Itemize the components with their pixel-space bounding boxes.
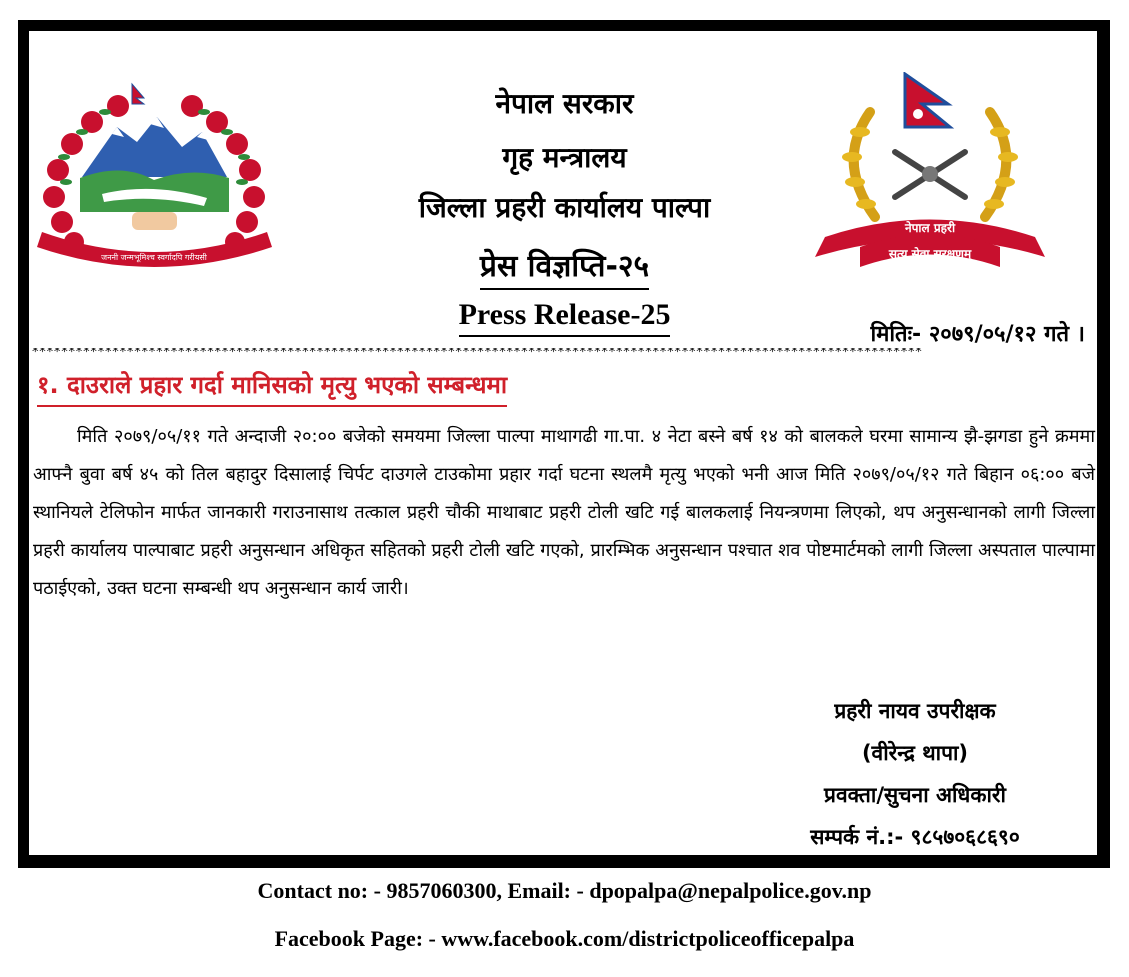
government-title: नेपाल सरकार [495,87,634,120]
press-release-np-text: प्रेस विज्ञप्ति-२५ [480,244,649,290]
emblem-motto: जननी जन्मभूमिश्च स्वर्गादपि गरीयसी [101,253,207,262]
signatory-role: प्रवक्ता/सुचना अधिकारी [824,783,1006,807]
office-title: जिल्ला प्रहरी कार्यालय पाल्पा [418,191,711,224]
signatory-title: प्रहरी नायव उपरीक्षक [834,699,996,723]
article-paragraph: मिति २०७९/०५/११ गते अन्दाजी २०:०० बजेको समयमा जिल्ला पाल्पा माथागढी गा.पा. ४ नेटा बस्ने बर्ष १४ को बालकले घरमा सामान्य झै-झगडा हुने क्रममा आफ्नै बुवा बर्ष ४५ को तिल बहादुर दिसालाई चिर्पट दाउगले टाउकोमा प्रहार गर्दा घटना स्थलमै मृत्यु भएको भनी आज मिति २०७९/०५/१२ गते बिहान ०६:०० बजे स्थानियले टेलिफोन मार्फत जानकारी गराउनासाथ तत्काल प्रहरी चौकी माथाबाट प्रहरी टोली खटि गई बालकलाई नियन्त्रणमा लिएको, थप अनुसन्धानको लागी जिल्ला प्रहरी कार्यालय पाल्पाबाट प्रहरी अनुसन्धान अधिकृत सहितको प्रहरी टोली खटि गएको, प्रारम्भिक अनुसन्धान पश्चात शव पोष्टमार्टमको लागी जिल्ला अस्पताल पाल्पामा पठाईएको, उक्त घटना सम्बन्धी थप अनुसन्धान कार्य जारी। [33,426,1095,599]
article-heading: १. दाउराले प्रहार गर्दा मानिसको मृत्यु भएको सम्बन्धमा [37,368,507,407]
footer-facebook: Facebook Page: - www.facebook.com/districtpoliceofficepalpa [274,926,855,951]
police-motto: सत्य सेवा सुरक्षणम् [888,247,972,261]
release-date: मितिः- २०७९/०५/१२ गते । [870,322,1085,347]
press-release-en-text: Press Release-25 [459,298,671,337]
article-body [33,418,1095,608]
signature-block [745,690,1085,858]
star-separator: ************************************************************************************************************************** [32,348,923,358]
signatory-name: (वीरेन्द्र थापा) [861,741,969,765]
signatory-contact: सम्पर्क नं.:- ९८५७०६८६९० [810,825,1020,849]
police-top-text: नेपाल प्रहरी [904,221,956,235]
footer-contact: Contact no: - 9857060300, Email: - dpopalpa@nepalpolice.gov.np [257,878,872,903]
press-release-np [0,244,1129,290]
ministry-title: गृह मन्त्रालय [502,141,627,174]
